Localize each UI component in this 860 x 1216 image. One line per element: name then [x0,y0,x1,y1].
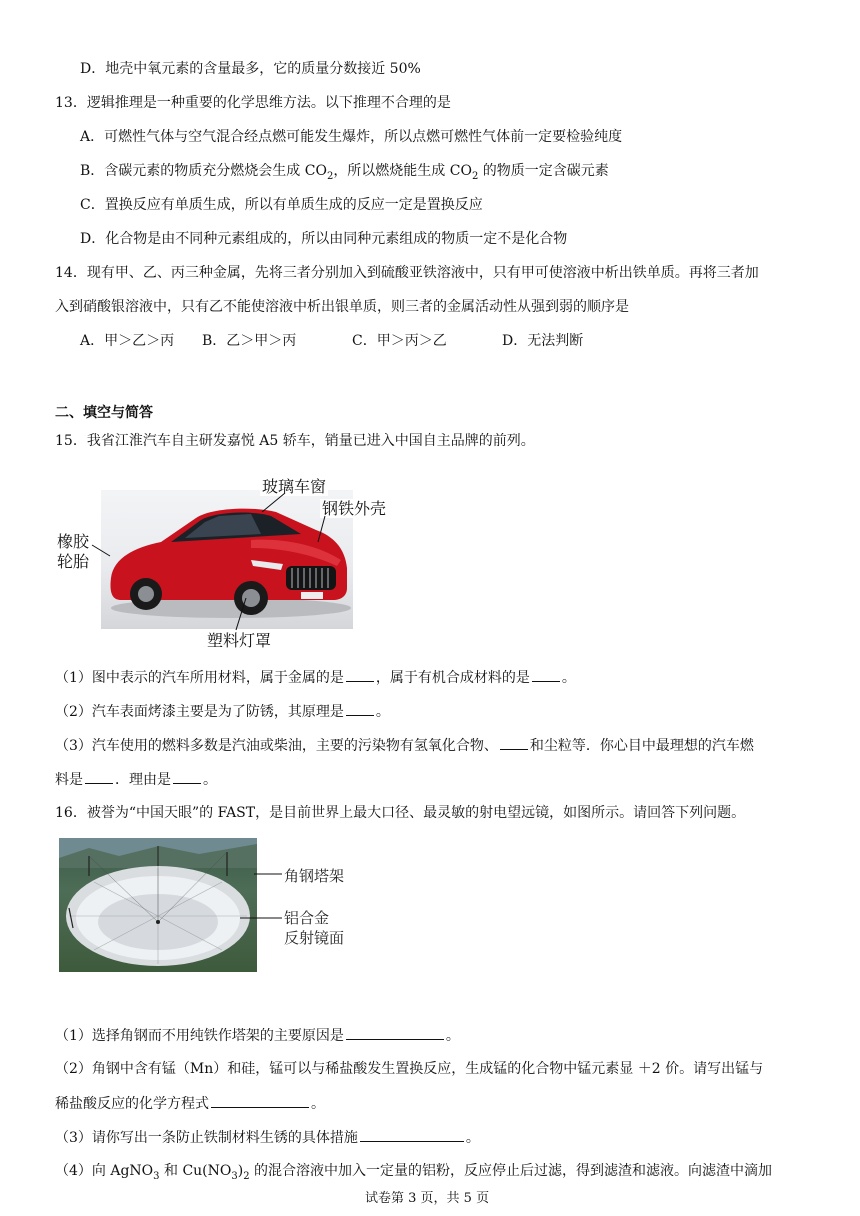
label-aluminum-reflector: 铝合金 反射镜面 [284,909,345,947]
label-plastic-lamp: 塑料灯罩 [207,631,272,650]
q15-part3-line2: 料是 ．理由是 。 [55,769,217,790]
q12-option-d: D．地壳中氧元素的含量最多，它的质量分数接近 50% [80,61,421,77]
q15-part2: （2）汽车表面烤漆主要是为了防锈，其原理是 。 [55,701,390,722]
page-footer: 试卷第 3 页，共 5 页 [365,1191,490,1206]
q16-stem: 16．被誉为“中国天眼”的 FAST，是目前世界上最大口径、最灵敏的射电望远镜，如图所示。请回答下列问题。 [55,805,746,821]
q14-stem-line2: 入到硝酸银溶液中，只有乙不能使溶液中析出银单质，则三者的金属活动性从强到弱的顺序是 [55,299,629,315]
q15-stem: 15．我省江淮汽车自主研发嘉悦 A5 轿车，销量已进入中国自主品牌的前列。 [55,433,535,449]
q15-part3-line1: （3）汽车使用的燃料多数是汽油或柴油，主要的污染物有氢氧化合物、 和尘粒等．你心目中最理想的汽车燃 [55,735,754,756]
q14-option-b: B．乙＞甲＞丙 [202,333,297,349]
answer-blank[interactable] [211,1093,309,1108]
q16-part2-line1: （2）角钢中含有锰（Mn）和硅，锰可以与稀盐酸发生置换反应，生成锰的化合物中锰元素显 ＋2 价。请写出锰与 [55,1061,764,1077]
label-glass-window: 玻璃车窗 [262,477,327,496]
answer-blank[interactable] [360,1127,464,1142]
q14-option-a: A．甲＞乙＞丙 [80,333,175,349]
q13-option-b: B．含碳元素的物质充分燃烧会生成 $CO_2$，所以燃烧能生成 $CO_2$ 的物质一定含碳元素 [80,163,609,182]
q13-stem: 13．逻辑推理是一种重要的化学思维方法。以下推理不合理的是 [55,95,451,111]
label-rubber-tire: 橡胶 轮胎 [57,532,90,571]
label-steel-shell: 钢铁外壳 [322,499,387,518]
q14-stem-line1: 14．现有甲、乙、丙三种金属，先将三者分别加入到硫酸亚铁溶液中，只有甲可使溶液中析出铁单质。再将三者加 [55,265,759,281]
q16-part4: （4）向 AgNO$_3$ 和 $Cu(NO_3)_2$ 的混合溶液中加入一定量的铝粉，反应停止后过滤，得到滤渣和滤液。向滤渣中滴加 [55,1163,773,1182]
q14-option-c: C．甲＞丙＞乙 [352,333,447,349]
answer-blank[interactable] [346,1025,444,1040]
q13-option-a: A．可燃性气体与空气混合经点燃可能发生爆炸，所以点燃可燃性气体前一定要检验纯度 [80,129,623,145]
q13-option-d: D．化合物是由不同种元素组成的，所以由同种元素组成的物质一定不是化合物 [80,231,568,247]
q16-part2-line2: 稀盐酸反应的化学方程式 。 [55,1093,325,1114]
q13-option-c: C．置换反应有单质生成，所以有单质生成的反应一定是置换反应 [80,197,483,213]
q14-option-d: D．无法判断 [502,333,584,349]
q16-part3: （3）请你写出一条防止铁制材料生锈的具体措施 。 [55,1127,480,1148]
q15-part1: （1）图中表示的汽车所用材料，属于金属的是 ，属于有机合成材料的是 。 [55,667,576,688]
q16-part1: （1）选择角钢而不用纯铁作塔架的主要原因是 。 [55,1025,460,1046]
section-heading: 二、填空与简答 [55,405,153,421]
label-angle-steel-tower: 角钢塔架 [284,867,345,885]
